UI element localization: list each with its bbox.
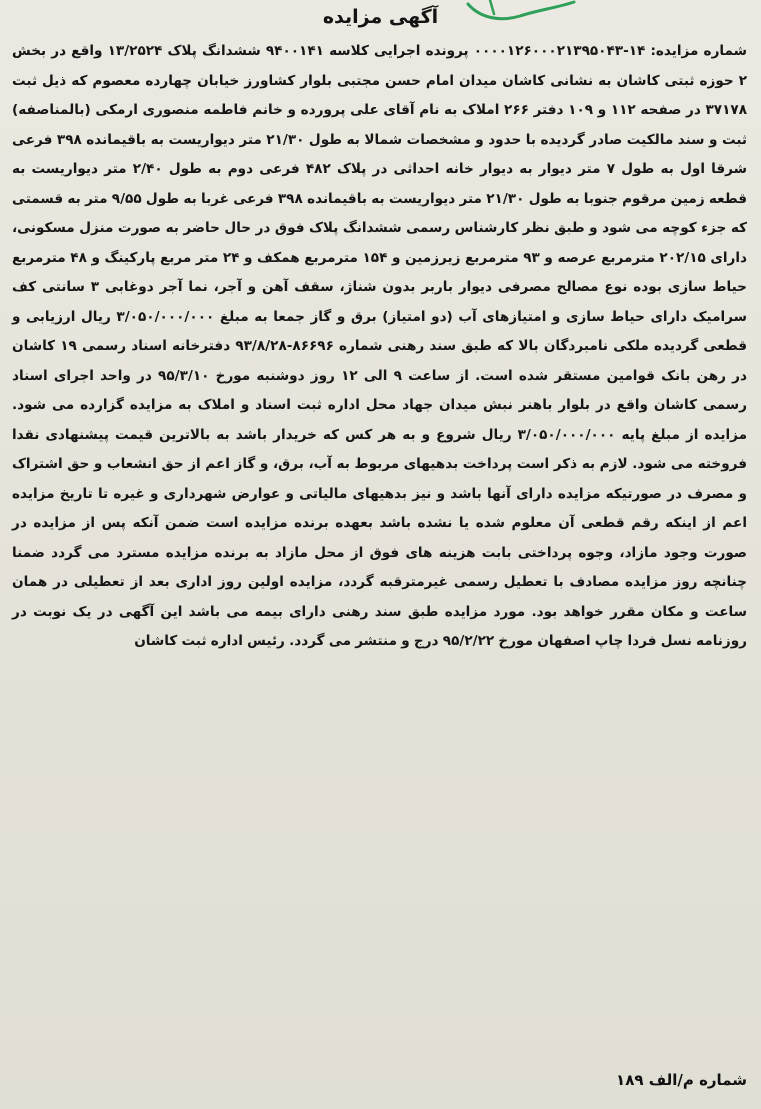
notice-title: آگهی مزایده xyxy=(322,6,439,28)
notice-body: شماره مزایده: ۱۴-۰۰۰۰۱۲۶۰۰۰۲۱۳۹۵۰۴۳ پرونده اجرایی کلاسه ۹۴۰۰۱۴۱ ششدانگ پلاک ۱۳/۲۵۲۴ واقع در بخش ۲ حوزه ثبتی کاشان به نشانی کاشان میدان امام حسن مجتبی بلوار کشاورز خیابان چهارده معصوم که ذیل ثبت ۳۷۱۷۸ در صفحه ۱۱۲ و ۱۰۹ دفتر ۲۶۶ املاک به نام آقای علی پرورده و خانم فاطمه منصوری ارمکی (بالمناصفه) ثبت و سند مالکیت صادر گردیده با حدود و مشخصات شمالا به طول ۲۱/۳۰ متر دیواریست به باقیمانده ۳۹۸ فرعی شرقا اول به طول ۷ متر دیوار به دیوار خانه احداثی در پلاک ۴۸۲ فرعی دوم به طول ۲/۴۰ متر دیواریست به قطعه زمین مرقوم جنوبا به طول ۲۱/۳۰ متر دیواریست به باقیمانده ۳۹۸ فرعی غربا به طول ۹/۵۵ متر به قسمتی که جزء کوچه می شود و طبق نظر کارشناس رسمی ششدانگ پلاک فوق در حال حاضر به صورت منزل مسکونی، دارای ۲۰۲/۱۵ مترمربع عرصه و ۹۳ مترمربع زیرزمین و ۱۵۴ مترمربع همکف و ۲۴ متر مربع پارکینگ و ۴۸ مترمربع حیاط سازی بوده نوع مصالح مصرفی دیوار باربر بدون شناژ، سقف آهن و آجر، نما آجر دوغابی ۳ سانتی کف سرامیک دارای حیاط سازی و امتیازهای آب (دو امتیاز) برق و گاز جمعا به مبلغ ۳/۰۵۰/۰۰۰/۰۰۰ ریال ارزیابی و قطعی گردیده ملکی نامبردگان بالا که طبق سند رهنی شماره ۸۶۶۹۶-۹۳/۸/۲۸ دفترخانه اسناد رسمی ۱۹ کاشان در رهن بانک قوامین مستقر شده است. از ساعت ۹ الی ۱۲ روز دوشنبه مورخ ۹۵/۳/۱۰ در واحد اجرای اسناد رسمی کاشان واقع در بلوار باهنر نبش میدان جهاد محل اداره ثبت اسناد و املاک به مزایده گزارده می شود. مزایده از مبلغ پایه ۳/۰۵۰/۰۰۰/۰۰۰ ریال شروع و به هر کس که خریدار باشد به بالاترین قیمت پیشنهادی نقدا فروخته می شود. لازم به ذکر است پرداخت بدهیهای مربوط به آب، برق، و گاز اعم از حق انشعاب و حق اشتراک و مصرف در صورتیکه مزایده دارای آنها باشد و نیز بدهیهای مالیاتی و عوارض شهرداری و غیره تا تاریخ مزایده اعم از اینکه رقم قطعی آن معلوم شده یا نشده باشد بعهده برنده مزایده است ضمن آنکه پس از مزایده در صورت وجود مازاد، وجوه پرداختی بابت هزینه های فوق از محل مازاد به برنده مزایده مسترد می گردد ضمنا چنانچه روز مزایده مصادف با تعطیل رسمی غیرمترقبه گردد، مزایده اولین روز اداری بعد از تعطیلی در همان ساعت و مکان مقرر خواهد بود. مورد مزایده طبق سند رهنی دارای بیمه می باشد این آگهی در یک نوبت در روزنامه نسل فردا چاپ اصفهان مورخ ۹۵/۲/۲۲ درج و منتشر می گردد. رئیس اداره ثبت کاشان xyxy=(12,43,748,649)
notice-reference-number: شماره م/الف ۱۸۹ xyxy=(616,1071,747,1089)
